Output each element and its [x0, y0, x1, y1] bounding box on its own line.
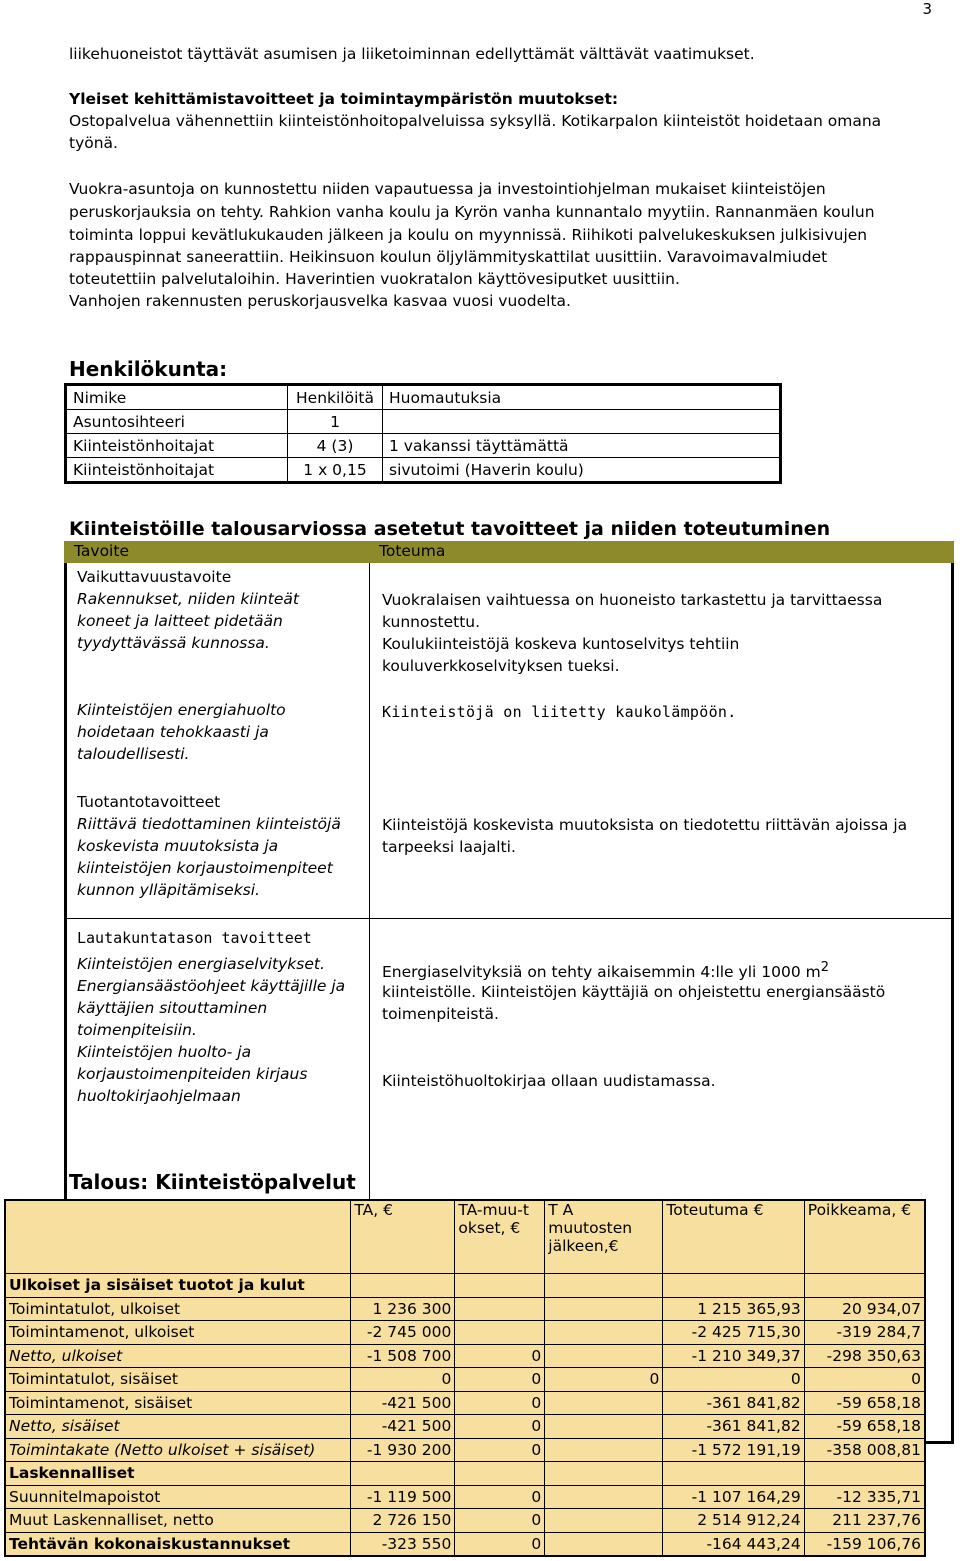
goal-3-line: Riittävä tiedottaminen kiinteistöjä: [77, 815, 341, 833]
finance-cell: 0: [455, 1509, 545, 1533]
finance-cell: 0: [663, 1368, 804, 1392]
finance-row-label: Netto, ulkoiset: [5, 1344, 351, 1368]
finance-cell: 1 215 365,93: [663, 1297, 804, 1321]
para2-line3: toiminta loppui kevätlukukauden jälkeen ja koulu on myynnissä. Riihikoti palvelukeskuksen julkisivujen: [69, 226, 868, 244]
goals-col-goal: Tavoite: [74, 542, 129, 560]
goal-3-heading: Tuotantotavoitteet: [77, 793, 221, 811]
finance-cell: [545, 1274, 663, 1298]
table-row: [5, 1391, 925, 1415]
table-row: [66, 458, 781, 483]
staff-header-notes: Huomautuksia: [383, 385, 781, 410]
goals-header: [64, 541, 954, 563]
result-4-line: Kiinteistöhuoltokirjaa ollaan uudistamassa.: [382, 1072, 716, 1090]
finance-cell: [804, 1274, 925, 1298]
finance-cell: 0: [804, 1368, 925, 1392]
finance-header-after: T A muutosten jälkeen,€: [545, 1200, 663, 1274]
finance-table: [4, 1199, 926, 1557]
table-row: [5, 1438, 925, 1462]
finance-row-label: Toimintamenot, sisäiset: [5, 1391, 351, 1415]
goals-row-divider: [67, 918, 951, 919]
finance-cell: 0: [455, 1532, 545, 1556]
result-1-line: kouluverkkoselvityksen tueksi.: [382, 657, 620, 675]
table-row: [5, 1344, 925, 1368]
goal-4-line: huoltokirjaohjelmaan: [77, 1087, 241, 1105]
finance-cell: 0: [455, 1415, 545, 1439]
finance-row-label: Toimintatulot, ulkoiset: [5, 1297, 351, 1321]
finance-cell: 0: [455, 1438, 545, 1462]
finance-cell: [455, 1321, 545, 1345]
goal-4-line: toimenpiteisiin.: [77, 1021, 197, 1039]
para2-line1: Vuokra-asuntoja on kunnostettu niiden vapautuessa ja investointiohjelman mukaiset kiinteistöjen: [69, 180, 826, 198]
finance-cell: [455, 1274, 545, 1298]
finance-cell: -361 841,82: [663, 1391, 804, 1415]
table-row: [5, 1532, 925, 1556]
finance-cell: [545, 1438, 663, 1462]
result-1-line: Vuokralaisen vaihtuessa on huoneisto tarkastettu ja tarvittaessa: [382, 591, 883, 609]
para2-line4: rappauspinnat saneerattiin. Heikinsuon koulun öljylämmityskattilat uusittiin. Varavoimavalmiudet: [69, 248, 828, 266]
table-row: [5, 1368, 925, 1392]
finance-cell: [545, 1462, 663, 1486]
goal-4-line: Energiansäästöohjeet käyttäjille ja: [77, 977, 346, 995]
goal-1-heading: Vaikuttavuustavoite: [77, 568, 232, 586]
result-3-line: Kiinteistöjä koskevista muutoksista on tiedotettu riittävän ajoissa ja: [382, 816, 908, 834]
finance-row-label: Muut Laskennalliset, netto: [5, 1509, 351, 1533]
finance-title: Talous: Kiinteistöpalvelut: [69, 1170, 356, 1194]
staff-cell: Asuntosihteeri: [66, 410, 288, 434]
table-row: [5, 1297, 925, 1321]
goal-1-line: Rakennukset, niiden kiinteät: [77, 590, 299, 608]
finance-cell: -361 841,82: [663, 1415, 804, 1439]
table-row: [5, 1485, 925, 1509]
finance-cell: -12 335,71: [804, 1485, 925, 1509]
finance-cell: [455, 1297, 545, 1321]
finance-cell: -1 210 349,37: [663, 1344, 804, 1368]
finance-cell: -421 500: [351, 1391, 455, 1415]
finance-cell: -164 443,24: [663, 1532, 804, 1556]
general-text-2: työnä.: [69, 134, 118, 152]
para2-line6: Vanhojen rakennusten peruskorjausvelka kasvaa vuosi vuodelta.: [69, 292, 571, 310]
finance-cell: -159 106,76: [804, 1532, 925, 1556]
finance-cell: -358 008,81: [804, 1438, 925, 1462]
table-row: [5, 1321, 925, 1345]
finance-header-actual: Toteutuma €: [663, 1200, 804, 1274]
finance-cell: -1 572 191,19: [663, 1438, 804, 1462]
goal-4-line: Kiinteistöjen huolto- ja: [77, 1043, 252, 1061]
result-1-line: Koulukiinteistöjä koskeva kuntoselvitys tehtiin: [382, 635, 740, 653]
finance-cell: 0: [351, 1368, 455, 1392]
table-row: [5, 1462, 925, 1486]
finance-cell: 2 726 150: [351, 1509, 455, 1533]
finance-cell: [351, 1274, 455, 1298]
table-row: [5, 1274, 925, 1298]
goals-title: Kiinteistöille talousarviossa asetetut tavoitteet ja niiden toteutuminen: [69, 518, 831, 540]
finance-cell: [545, 1297, 663, 1321]
finance-cell: 0: [455, 1368, 545, 1392]
table-row: [66, 434, 781, 458]
finance-cell: [351, 1462, 455, 1486]
goal-1-line: koneet ja laitteet pidetään: [77, 612, 283, 630]
para2-line2: peruskorjauksia on tehty. Rahkion vanha koulu ja Kyrön vanha kunnantalo myytiin. Rannanmäen koulun: [69, 203, 875, 221]
goal-2-line: hoidetaan tehokkaasti ja: [77, 723, 269, 741]
finance-header-label: [5, 1200, 351, 1274]
staff-cell: Kiinteistönhoitajat: [66, 434, 288, 458]
staff-cell: 4 (3): [288, 434, 383, 458]
goal-4-line: käyttäjien sitouttaminen: [77, 999, 268, 1017]
goal-2-line: Kiinteistöjen energiahuolto: [77, 701, 286, 719]
staff-header-count: Henkilöitä: [288, 385, 383, 410]
goal-4-heading: Lautakuntatason tavoitteet: [77, 929, 312, 947]
finance-cell: -2 745 000: [351, 1321, 455, 1345]
general-heading: Yleiset kehittämistavoitteet ja toimintaympäristön muutokset:: [69, 90, 619, 108]
finance-cell: -1 930 200: [351, 1438, 455, 1462]
result-1-line: kunnostettu.: [382, 613, 481, 631]
staff-cell: Kiinteistönhoitajat: [66, 458, 288, 483]
page-number: 3: [922, 0, 932, 18]
finance-cell: [545, 1344, 663, 1368]
result-4-line: [382, 957, 829, 983]
finance-row-label: Suunnitelmapoistot: [5, 1485, 351, 1509]
staff-cell: sivutoimi (Haverin koulu): [383, 458, 781, 483]
finance-cell: 2 514 912,24: [663, 1509, 804, 1533]
intro-line: liikehuoneistot täyttävät asumisen ja liiketoiminnan edellyttämät välttävät vaatimukset.: [69, 45, 755, 63]
goal-2-line: taloudellisesti.: [77, 745, 190, 763]
finance-cell: -319 284,7: [804, 1321, 925, 1345]
finance-cell: 0: [545, 1368, 663, 1392]
finance-row-label: Toimintamenot, ulkoiset: [5, 1321, 351, 1345]
finance-cell: [545, 1321, 663, 1345]
goal-1-line: tyydyttävässä kunnossa.: [77, 634, 270, 652]
finance-cell: [663, 1462, 804, 1486]
finance-cell: [545, 1532, 663, 1556]
finance-cell: 1 236 300: [351, 1297, 455, 1321]
finance-cell: -323 550: [351, 1532, 455, 1556]
goal-4-line: Kiinteistöjen energiaselvitykset.: [77, 955, 325, 973]
finance-cell: -59 658,18: [804, 1415, 925, 1439]
para2-line5: toteutettiin palvelutaloihin. Haverintien vuokratalon käyttövesiputket uusittiin.: [69, 270, 680, 288]
finance-row-label: Ulkoiset ja sisäiset tuotot ja kulut: [5, 1274, 351, 1298]
finance-cell: -1 107 164,29: [663, 1485, 804, 1509]
finance-cell: 211 237,76: [804, 1509, 925, 1533]
result-2: Kiinteistöjä on liitetty kaukolämpöön.: [382, 703, 737, 721]
finance-cell: 0: [455, 1344, 545, 1368]
finance-cell: 0: [455, 1391, 545, 1415]
finance-cell: [545, 1415, 663, 1439]
staff-cell: 1: [288, 410, 383, 434]
finance-header-variance: Poikkeama, €: [804, 1200, 925, 1274]
finance-cell: [804, 1462, 925, 1486]
finance-row-label: Laskennalliset: [5, 1462, 351, 1486]
table-row: [5, 1415, 925, 1439]
table-row: [66, 410, 781, 434]
staff-cell: 1 vakanssi täyttämättä: [383, 434, 781, 458]
finance-cell: -1 119 500: [351, 1485, 455, 1509]
finance-cell: [663, 1274, 804, 1298]
general-text-1: Ostopalvelua vähennettiin kiinteistönhoitopalveluissa syksyllä. Kotikarpalon kiinteistöt hoidetaan omana: [69, 112, 882, 130]
table-row: [5, 1509, 925, 1533]
goal-4-line: korjaustoimenpiteiden kirjaus: [77, 1065, 308, 1083]
result-4-text: Energiaselvityksiä on tehty aikaisemmin 4:lle yli 1000 m: [382, 963, 821, 982]
staff-header-title: Nimike: [66, 385, 288, 410]
result-4-line: toimenpiteistä.: [382, 1005, 499, 1023]
finance-cell: [545, 1391, 663, 1415]
result-4-superscript: 2: [820, 960, 829, 975]
finance-row-label: Netto, sisäiset: [5, 1415, 351, 1439]
finance-cell: -59 658,18: [804, 1391, 925, 1415]
finance-header-changes: TA-muu-t okset, €: [455, 1200, 545, 1274]
finance-cell: -1 508 700: [351, 1344, 455, 1368]
finance-row-label: Toimintatulot, sisäiset: [5, 1368, 351, 1392]
goal-3-line: kiinteistöjen korjaustoimenpiteet: [77, 859, 333, 877]
goal-3-line: koskevista muutoksista ja: [77, 837, 279, 855]
result-3-line: tarpeeksi laajalti.: [382, 838, 516, 856]
goals-col-result: Toteuma: [379, 542, 446, 560]
finance-header-ta: TA, €: [351, 1200, 455, 1274]
finance-cell: [545, 1485, 663, 1509]
finance-cell: -421 500: [351, 1415, 455, 1439]
table-row: [5, 1200, 925, 1274]
finance-row-label: Tehtävän kokonaiskustannukset: [5, 1532, 351, 1556]
staff-cell: [383, 410, 781, 434]
finance-cell: 20 934,07: [804, 1297, 925, 1321]
finance-cell: 0: [455, 1485, 545, 1509]
finance-cell: [545, 1509, 663, 1533]
finance-row-label: Toimintakate (Netto ulkoiset + sisäiset): [5, 1438, 351, 1462]
staff-title: Henkilökunta:: [69, 357, 228, 381]
finance-cell: -2 425 715,30: [663, 1321, 804, 1345]
staff-table: [64, 383, 782, 484]
finance-cell: -298 350,63: [804, 1344, 925, 1368]
finance-cell: [455, 1462, 545, 1486]
table-row: [66, 385, 781, 410]
staff-cell: 1 x 0,15: [288, 458, 383, 483]
goal-3-line: kunnon ylläpitämiseksi.: [77, 881, 260, 899]
result-4-line: kiinteistölle. Kiinteistöjen käyttäjiä on ohjeistettu energiansäästö: [382, 983, 886, 1001]
